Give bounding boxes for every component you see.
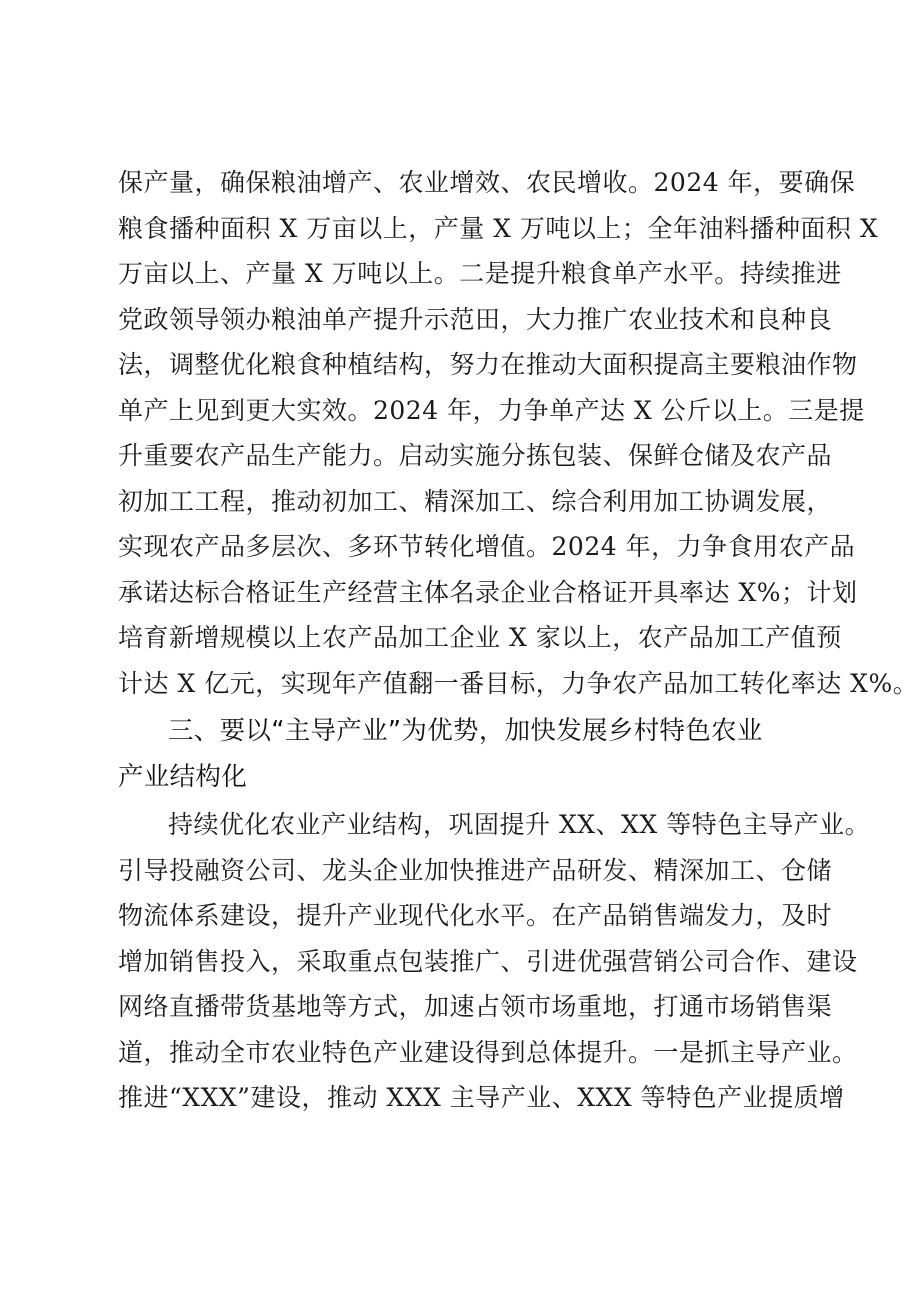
- paragraph: [118, 802, 871, 1121]
- section-heading-line: 三、要以“主导产业”为优势，加快发展乡村特色农业: [168, 716, 763, 746]
- paragraph-line: 实现农产品多层次、多环节转化增值。2024 年，力争食用农产品: [118, 532, 856, 561]
- paragraph-line: 培育新增规模以上农产品加工企业 X 家以上，农产品加工产值预: [118, 623, 842, 652]
- section-heading-line: 产业结构化: [118, 762, 248, 792]
- paragraph-line: 升重要农产品生产能力。启动实施分拣包装、保鲜仓储及农产品: [118, 441, 833, 470]
- paragraph-line: 计达 X 亿元，实现年产值翻一番目标，力争农产品加工转化率达 X%。: [118, 668, 919, 698]
- paragraph-line: 物流体系建设，提升产业现代化水平。在产品销售端发力，及时: [118, 901, 833, 930]
- paragraph-line: 网络直播带货基地等方式，加速占领市场重地，打通市场销售渠: [118, 992, 833, 1021]
- paragraph-line: 保产量，确保粮油增产、农业增效、农民增收。2024 年，要确保: [118, 168, 856, 197]
- paragraph-line: 法，调整优化粮食种植结构，努力在推动大面积提高主要粮油作物: [118, 350, 858, 379]
- paragraph-line: 粮食播种面积 X 万亩以上，产量 X 万吨以上；全年油料播种面积 X: [118, 213, 879, 243]
- paragraph-line: 道，推动全市农业特色产业建设得到总体提升。一是抓主导产业。: [118, 1037, 858, 1067]
- paragraph-line: 引导投融资公司、龙头企业加快推进产品研发、精深加工、仓储: [118, 855, 833, 885]
- paragraph-line: 初加工工程，推动初加工、精深加工、综合利用加工协调发展，: [118, 486, 833, 516]
- paragraph-line: 单产上见到更大实效。2024 年，力争单产达 X 公斤以上。三是提: [118, 395, 865, 425]
- paragraph-line: 持续优化农业产业结构，巩固提升 XX、XX 等特色主导产业。: [168, 810, 871, 839]
- section-heading: [118, 708, 824, 800]
- paragraph-line: 增加销售投入，采取重点包装推广、引进优强营销公司合作、建设: [118, 946, 858, 976]
- paragraph-line: 承诺达标合格证生产经营主体名录企业合格证开具率达 X%；计划: [118, 577, 858, 607]
- paragraph-continued: [118, 160, 919, 706]
- document-body: [118, 160, 919, 1121]
- paragraph-line: 党政领导领办粮油单产提升示范田，大力推广农业技术和良种良: [118, 304, 833, 334]
- paragraph-line: 推进“XXX”建设，推动 XXX 主导产业、XXX 等特色产业提质增: [118, 1083, 845, 1112]
- paragraph-line: 万亩以上、产量 X 万吨以上。二是提升粮食单产水平。持续推进: [118, 259, 842, 288]
